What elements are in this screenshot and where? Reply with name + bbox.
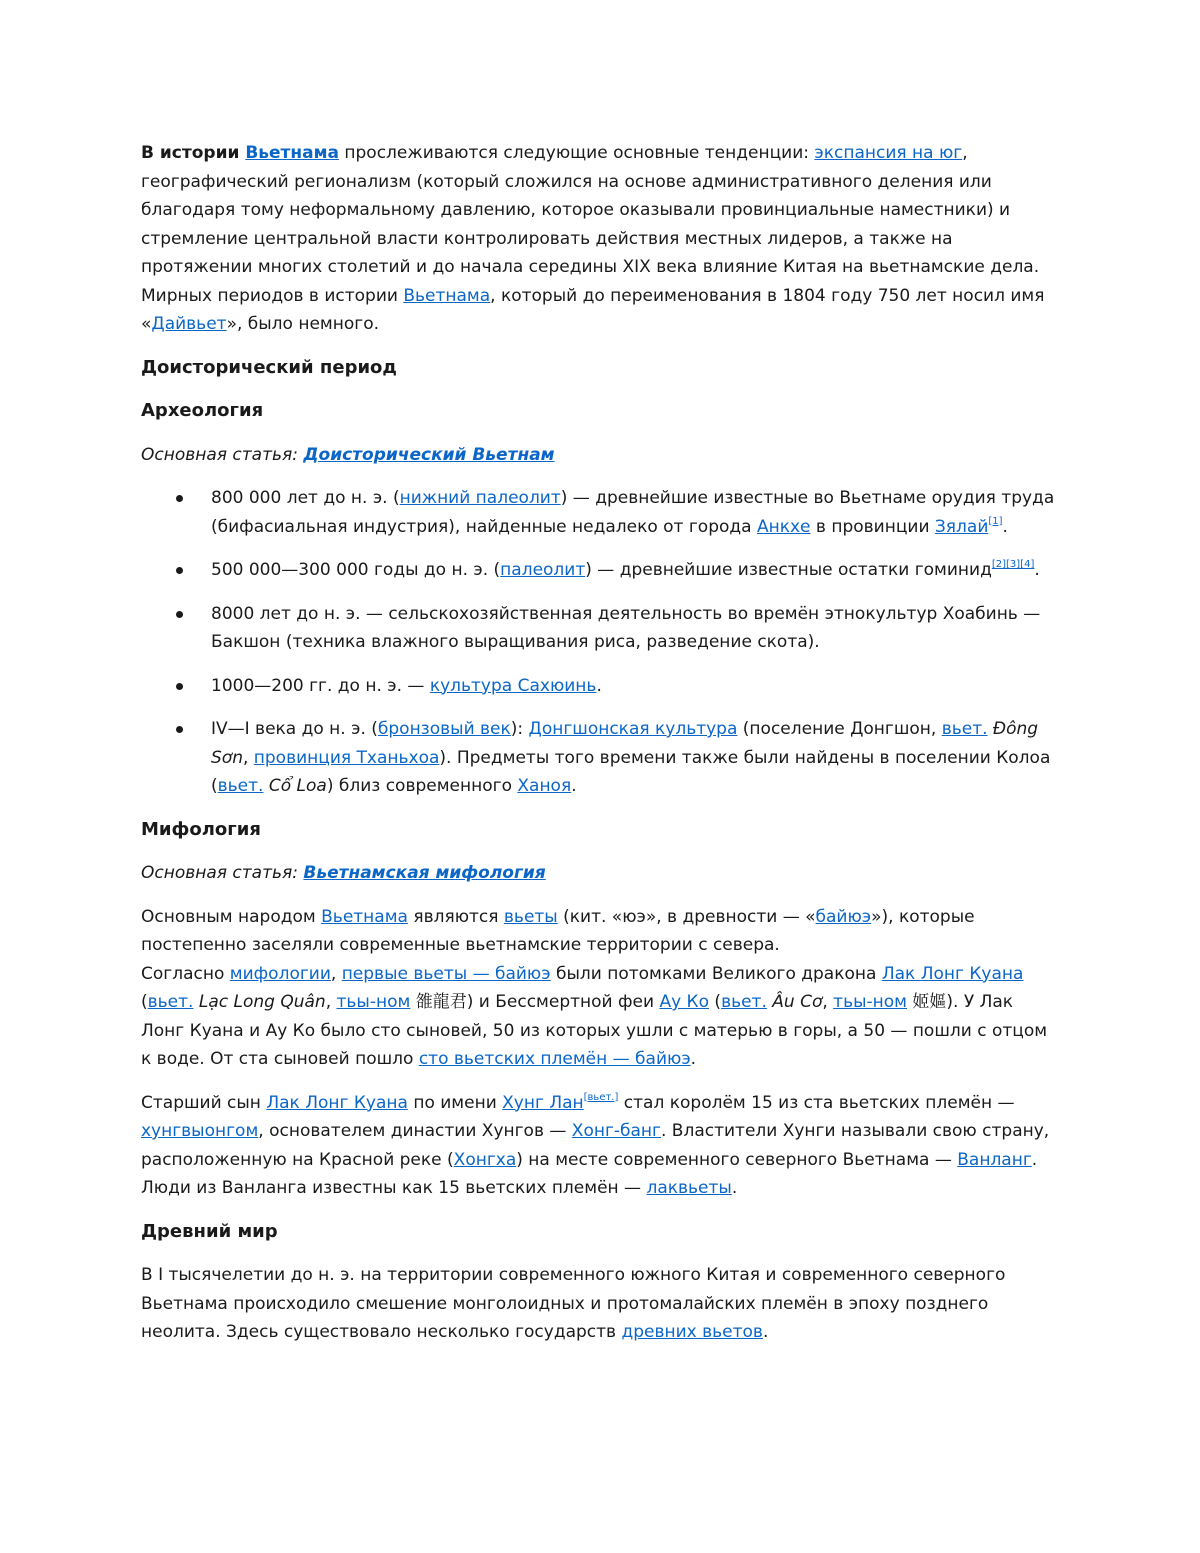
link-viet-lang[interactable]: вьет. bbox=[721, 992, 767, 1012]
heading-prehistoric: Доисторический период bbox=[141, 356, 397, 378]
link-thanh-hoa-province[interactable]: провинция Тханьхоа bbox=[253, 747, 440, 768]
link-hong-bang[interactable]: Хонг-банг bbox=[571, 1121, 661, 1141]
link-vietnamese-mythology[interactable]: Вьетнамская мифология bbox=[303, 863, 546, 883]
link-dong-son-culture[interactable]: Донгшонская культура bbox=[528, 719, 738, 739]
heading-ancient-world: Древний мир bbox=[141, 1220, 278, 1242]
link-viets[interactable]: вьеты bbox=[503, 906, 558, 927]
list-item: 8000 лет до н. э. — сельскохозяйственная деятельность во времён этнокультур Хоабинь — Бакшон (техника влажного выращивания риса, разведение скота). bbox=[141, 600, 1059, 657]
link-sa-huynh-culture[interactable]: культура Сахюинь bbox=[429, 675, 597, 696]
link-lac-long-quan[interactable]: Лак Лонг Куана bbox=[881, 963, 1024, 984]
link-van-lang[interactable]: Ванланг bbox=[957, 1149, 1032, 1170]
link-vietnam[interactable]: Вьетнама bbox=[245, 143, 339, 163]
link-hanoi[interactable]: Ханоя bbox=[517, 776, 572, 796]
footnote-ref[interactable]: [2][3][4] bbox=[991, 559, 1035, 570]
footnote-ref[interactable]: [вьет.] bbox=[583, 1091, 619, 1103]
link-ankhe[interactable]: Анкхе bbox=[756, 516, 811, 537]
link-bronze-age[interactable]: бронзовый век bbox=[377, 719, 511, 739]
link-vietnam[interactable]: Вьетнама bbox=[321, 906, 408, 927]
link-baiyue[interactable]: байюэ bbox=[815, 906, 872, 927]
link-viet-lang[interactable]: вьет. bbox=[217, 776, 264, 796]
link-zialai[interactable]: Зялай bbox=[934, 516, 989, 537]
list-item: 500 000—300 000 годы до н. э. (палеолит) — древнейшие известные остатки гоминид[2][3][4]. bbox=[141, 556, 1059, 585]
intro-bold-lead: В истории Вьетнама bbox=[141, 143, 339, 163]
link-hung-vuong[interactable]: хунгвыонгом bbox=[141, 1121, 259, 1141]
link-daiviet[interactable]: Дайвьет bbox=[151, 314, 227, 334]
mythology-paragraph-2: Согласно мифологии, первые вьеты — байюэ были потомками Великого дракона Лак Лонг Куана (вьет. Lạc Long Quân, тьы-ном 雒龍君) и Бессмертной феи Ау Ко (вьет. Âu Cơ, тьы-ном 姬嫗). У Лак Лонг Куана и Ау Ко было сто сыновей, 50 из которых ушли с матерью в горы, а 50 — пошли с отцом к воде. От ста сыновей пошло сто вьетских племён — байюэ. bbox=[141, 963, 1048, 1069]
link-mythology[interactable]: мифологии bbox=[229, 963, 331, 984]
link-prehistoric-vietnam[interactable]: Доисторический Вьетнам bbox=[303, 444, 555, 465]
list-item: IV—I века до н. э. (бронзовый век): Донгшонская культура (поселение Донгшон, вьет. Đông Sơn, провинция Тханьхоа). Предметы того времени также были найдены в поселении Колоа (вьет. Cổ Loa) близ современного Ханоя. bbox=[141, 715, 1059, 801]
link-chu-nom[interactable]: тьы-ном bbox=[336, 992, 411, 1012]
main-article-archaeology: Основная статья: Доисторический Вьетнам bbox=[141, 444, 555, 465]
list-item: 800 000 лет до н. э. (нижний палеолит) — древнейшие известные во Вьетнаме орудия труда (бифасиальная индустрия), найденные недалеко от города Анкхе в провинции Зялай[1]. bbox=[141, 484, 1059, 541]
ancient-paragraph: В I тысячелетии до н. э. на территории современного южного Китая и современного северного Вьетнама происходило смешение монголоидных и протомалайских племён в эпоху позднего неолита. Здесь существовало несколько государств древних вьетов. bbox=[141, 1265, 1006, 1342]
link-ancient-viets[interactable]: древних вьетов bbox=[621, 1322, 763, 1342]
link-vietnam[interactable]: Вьетнама bbox=[403, 285, 491, 306]
link-expansion-south[interactable]: экспансия на юг bbox=[814, 143, 963, 163]
link-lac-viet[interactable]: лаквьеты bbox=[646, 1178, 732, 1198]
link-hundred-tribes[interactable]: сто вьетских племён — байюэ bbox=[418, 1049, 691, 1069]
footnote-ref[interactable]: [1] bbox=[988, 515, 1003, 527]
list-item: 1000—200 гг. до н. э. — культура Сахюинь. bbox=[141, 672, 1059, 701]
link-viet-lang[interactable]: вьет. bbox=[147, 992, 194, 1012]
main-article-mythology: Основная статья: Вьетнамская мифология bbox=[141, 863, 546, 883]
link-first-viets[interactable]: первые вьеты — байюэ bbox=[341, 963, 551, 984]
link-lower-paleolithic[interactable]: нижний палеолит bbox=[399, 488, 561, 508]
document-body bbox=[141, 139, 1059, 1362]
archaeology-list bbox=[141, 484, 1059, 801]
link-paleolithic[interactable]: палеолит bbox=[500, 560, 586, 580]
heading-mythology: Мифология bbox=[141, 818, 261, 840]
intro-paragraph: В истории Вьетнама прослеживаются следующие основные тенденции: экспансия на юг, географический регионализм (который сложился на основе административного деления или благодаря тому неформальному давлению, которое оказывали провинциальные наместники) и стремление центральной власти контролировать действия местных лидеров, а также на протяжении многих столетий и до начала середины XIX века влияние Китая на вьетнамские дела. Мирных периодов в истории Вьетнама, который до переименования в 1804 году 750 лет носил имя «Дайвьет», было немного. bbox=[141, 143, 1045, 334]
heading-archaeology: Археология bbox=[141, 400, 264, 421]
link-lac-long-quan[interactable]: Лак Лонг Куана bbox=[266, 1092, 408, 1113]
link-au-co[interactable]: Ау Ко bbox=[659, 992, 710, 1012]
mythology-paragraph-3: Старший сын Лак Лонг Куана по имени Хунг Лан[вьет.] стал королём 15 из ста вьетских племён — хунгвыонгом, основателем династии Хунгов — Хонг-банг. Властители Хунги называли свою страну, расположенную на Красной реке (Хонгха) на месте современного северного Вьетнама — Ванланг. Люди из Ванланга известны как 15 вьетских племён — лаквьеты. bbox=[141, 1091, 1050, 1198]
link-hung-lan[interactable]: Хунг Лан bbox=[502, 1092, 584, 1113]
link-chu-nom[interactable]: тьы-ном bbox=[833, 992, 907, 1012]
link-hong-ha[interactable]: Хонгха bbox=[453, 1149, 517, 1170]
mythology-paragraph-1: Основным народом Вьетнама являются вьеты (кит. «юэ», в древности — «байюэ»), которые постепенно заселяли современные вьетнамские территории с севера. bbox=[141, 906, 975, 955]
link-viet-lang[interactable]: вьет. bbox=[941, 719, 988, 739]
